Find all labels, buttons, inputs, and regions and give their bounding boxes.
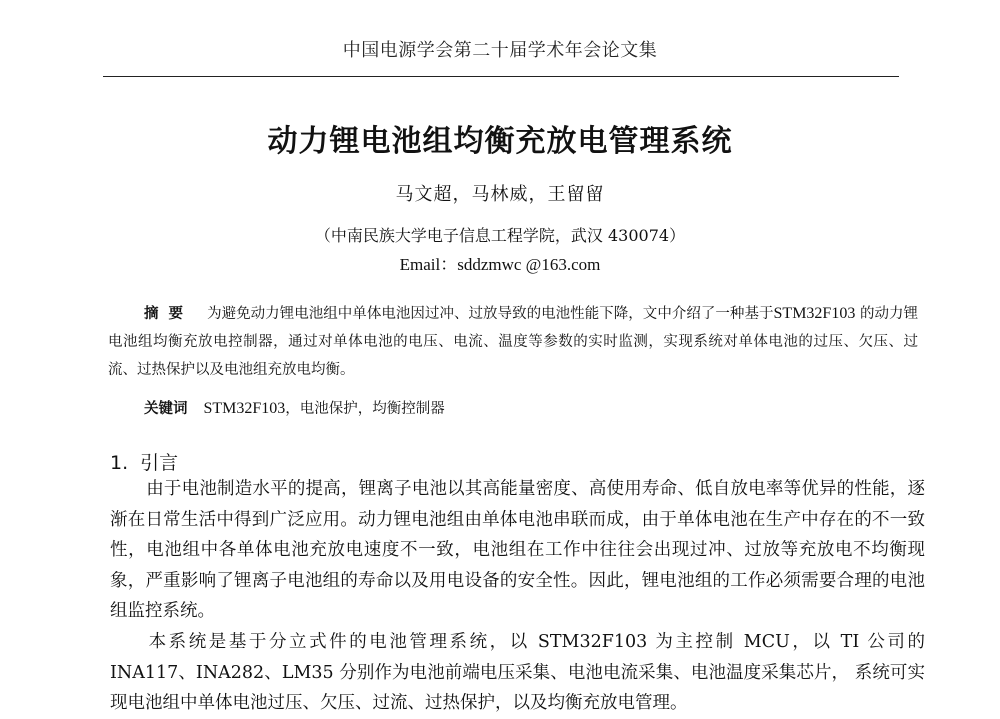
- section-number: 1.: [110, 452, 129, 474]
- section-title: 引言: [140, 452, 179, 474]
- authors: 马文超，马林威，王留留: [395, 184, 605, 205]
- abstract: [108, 300, 918, 384]
- paragraph-2: [110, 627, 925, 719]
- keywords-latin: STM32F103: [203, 400, 286, 417]
- header-rule: [103, 76, 899, 77]
- section-heading: [110, 448, 178, 475]
- abstract-text-part2: 的动力锂电池组均衡充放电控制器，通过对单体电池的电压、电流、温度等参数的实时监测，实现系统对单体电池的过压、欠压、过流、过热保护以及电池组充放电均衡。: [108, 306, 919, 378]
- keywords-rest: ，电池保护，均衡控制器: [285, 401, 445, 417]
- paragraph-1: [110, 474, 925, 627]
- abstract-label: 摘要: [144, 306, 194, 322]
- paragraph-1-text: 由于电池制造水平的提高，锂离子电池以其高能量密度、高使用寿命、低自放电率等优异的性能，逐渐在日常生活中得到广泛应用。动力锂电池组由单体电池串联而成，由于单体电池在生产中存在的不一致性，电池组中各单体电池充放电速度不一致，电池组在工作中往往会出现过冲、过放等充放电不均衡现象，严重影响了锂离子电池组的寿命以及用电设备的安全性。因此，锂电池组的工作必须需要合理的电池组监控系统。: [110, 479, 925, 621]
- running-header: 中国电源学会第二十届学术年会论文集: [342, 40, 658, 61]
- abstract-text-latin: STM32F103: [773, 305, 856, 322]
- keywords-label: 关键词: [144, 401, 188, 417]
- keywords: [144, 397, 924, 418]
- abstract-text-part1: 为避免动力锂电池组中单体电池因过冲、过放导致的电池性能下降，文中介绍了一种基于: [207, 306, 774, 322]
- paper-title: 动力锂电池组均衡充放电管理系统: [267, 124, 733, 159]
- email: Email：sddzmwc @163.com: [399, 255, 601, 274]
- paragraph-2-text: 本系统是基于分立式件的电池管理系统，以 STM32F103 为主控制 MCU，以 TI 公司的 INA117、INA282、LM35 分别作为电池前端电压采集、电池电流采集、电池温度采集芯片， 系统可实现电池组中单体电池过压、欠压、过流、过热保护，以及均衡充放电管理。: [110, 632, 925, 713]
- affiliation: （中南民族大学电子信息工程学院，武汉 430074）: [314, 226, 686, 245]
